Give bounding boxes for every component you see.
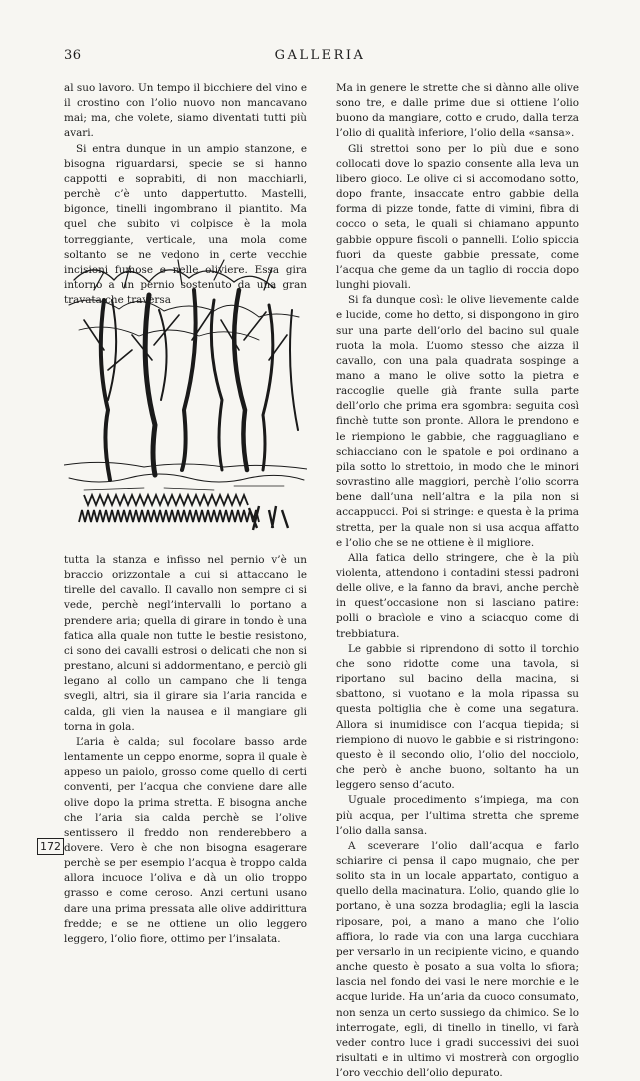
paragraph: Uguale procedimento s’impiega, ma con più acqua, per l’ultima stretta che spreme l’olio dalla sansa. bbox=[336, 794, 579, 837]
page-header bbox=[0, 48, 640, 70]
paragraph: Si entra dunque in un ampio stanzone, e bisogna riguardarsi, specie se si hanno cappotti e soprabiti, di non macchiarli, perchè c’è unto dappertutto. Mastelli, bigonce, tinelli ingombrano il piantito. Ma quel che subito vi colpisce è la mola torreggiante, verticale, una mola come soltanto se ne vedono in certe vecchie incisioni fumose e nelle oliviere. Essa gira intorno a un pernio sostenuto da una gran travata che traversa bbox=[64, 142, 307, 307]
paragraph: Si fa dunque così: le olive lievemente calde e lucide, come ho detto, si dispongono in giro sur una parte dell’orlo del bacino sul quale ruota la mola. L’uomo stesso che aizza il cavallo, con una pala quadrata sospinge a mano a mano le olive sotto la pietra e raccoglie quelle già frante sulla parte dell’orlo che prima era sgombra: seguita così finchè tutte son pronte. Allora le prendono e le riempiono le gabbie, che ragguagliano e schiacciano con le spatole e poi ordinano a pila sotto lo strettoio, in modo che le minori sovrastino alle maggiori, perchè l’olio scorra bene dall’una nell’altra e la pila non si accappucci. Poi si stringe: e questa è la prima stretta, per la quale non si usa acqua affatto e l’olio che se ne ottiene è il migliore. bbox=[336, 294, 579, 549]
olive-grove-sketch-icon bbox=[64, 250, 307, 550]
paragraph: Alla fatica dello stringere, che è la più violenta, attendono i contadini stessi padroni delle olive, e la fanno da bravi, anche perchè in quest’occasione non si lasciano patire: polli o bracìole e vino a sciacquo come di trebbiatura. bbox=[336, 551, 579, 640]
page-number: 36 bbox=[64, 48, 82, 63]
paragraph: Gli strettoi sono per lo più due e sono collocati dove lo spazio consente alla leva un libero gioco. Le olive ci si accomodano sotto, dopo frante, insaccate entro gabbie della forma di pizze tonde, fatte di vimini, fibra di cocco o seta, le quali si chiamano appunto gabbie oppure fiscoli o pannelli. L’olio spiccia fuori da queste gabbie pressate, come l’acqua che geme da un taglio di roccia dopo lunghi piovali. bbox=[336, 142, 579, 292]
margin-page-stamp: 172 bbox=[37, 838, 64, 855]
paragraph: L’aria è calda; sul focolare basso arde lentamente un ceppo enorme, sopra il quale è appeso un paiolo, grosso come quello di certi conventi, per l’acqua che conviene dare alle olive dopo la prima stretta. E bisogna anche che l’aria sia calda perchè se l’olive sentissero il freddo non renderebbero a dovere. Vero è che non bisogna esagerare perchè se per esempio l’acqua è troppo calda allora incuoce l’oliva e dà un olio troppo grasso e come ceroso. Anzi certuni usano dare una prima pressata alle olive addirittura fredde; e se ne ottiene un olio leggero leggero, l’olio fiore, ottimo per l’insalata. bbox=[64, 735, 307, 945]
right-column bbox=[336, 81, 579, 1081]
running-title: GALLERIA bbox=[274, 48, 366, 63]
paragraph: Ma in genere le strette che si dànno alle olive sono tre, e dalle prime due si ottiene l’olio buono da mangiare, cotto e crudo, dalla terza l’olio di qualità inferiore, l’olio della «sansa». bbox=[336, 82, 579, 140]
paragraph: al suo lavoro. Un tempo il bicchiere del vino e il crostino con l’olio nuovo non mancavano mai; ma, che volete, siamo diventati tutti più avari. bbox=[64, 82, 307, 140]
paragraph: Le gabbie si riprendono di sotto il torchio che sono ridotte come una tavola, si riportano sul bacino della macina, si sbattono, si vuotano e la mola ripassa su questa poltiglia che è come una segatura. Allora si inumidisce con l’acqua tiepida; si riempiono di nuovo le gabbie e si ristringono: questo è il secondo olio, l’olio del nocciolo, che però è anche buono, soltanto ha un leggero senso d’acuto. bbox=[336, 642, 579, 792]
paragraph: A sceverare l’olio dall’acqua e farlo schiarire ci pensa il capo mugnaio, che per solito sta in un locale appartato, contiguo a quello della macinatura. L’olio, quando glie lo portano, è una sozza brodaglia; egli la lascia riposare, poi, a mano a mano che l’olio affiora, lo rade via con una larga cucchiara per versarlo in un recipiente vicino, e quando anche questo è posato a sua volta lo sfiora; lascia nel fondo dei vasi le nere morchie e le acque luride. Ha un’aria da cuoco consumato, non senza un certo sussiego da chimico. Se lo interrogate, egli, di tinello in tinello, vi farà veder contro luce i gradi successivi dei suoi risultati e in ultimo vi mostrerà con orgoglio l’oro vecchio dell’olio depurato. bbox=[336, 839, 579, 1080]
paragraph: tutta la stanza e infisso nel pernio v’è un braccio orizzontale a cui si attaccano le tirelle del cavallo. Il cavallo non sempre ci si vede, perchè negl’intervalli lo portano a prendere aria; quella di girare in tondo è una fatica alla quale non tutte le bestie resistono, ci sono dei cavalli estrosi o delicati che non si prestano, alcuni si addormentano, e perciò gli legano al collo un campano che li tenga svegli, altri, sia il girare sia l’aria rancida e calda, gli vien la nausea e il mangiare gli torna in gola. bbox=[64, 554, 307, 733]
left-column-bottom bbox=[64, 553, 307, 947]
